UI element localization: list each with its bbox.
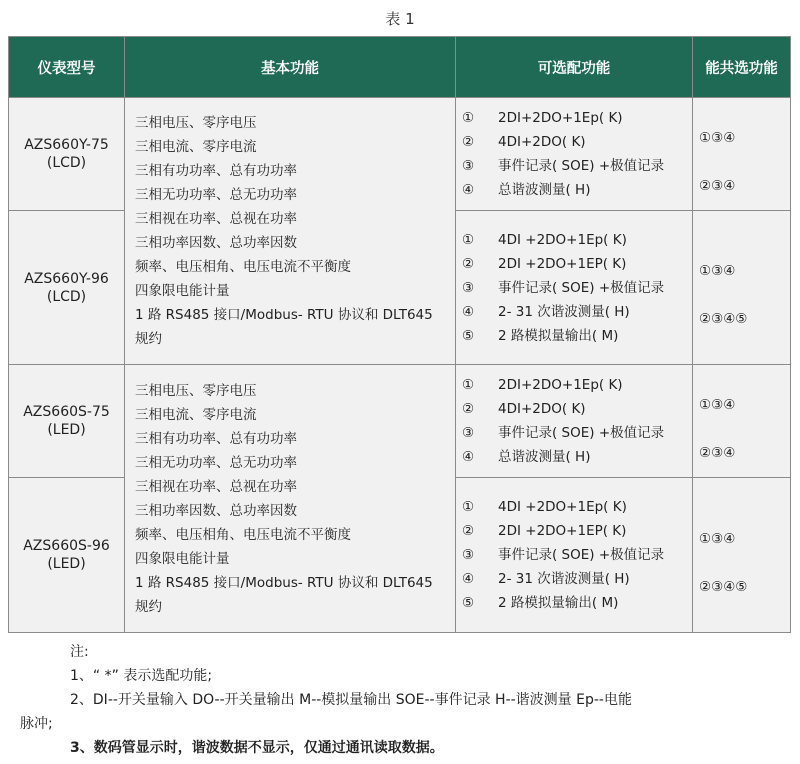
option-text: 2 路模拟量输出( M) [498, 595, 619, 611]
note-2-continued: 脉冲; [20, 716, 53, 732]
basic-item: 三相电流、零序电流 [135, 406, 257, 423]
option-text: 4DI+2DO( K) [498, 401, 586, 417]
option-text: 事件记录( SOE) +极值记录 [498, 158, 665, 174]
option-item [462, 591, 692, 615]
combo-item: ①③④ [699, 530, 736, 547]
table-caption: 表 1 [385, 10, 415, 28]
option-item [462, 567, 692, 591]
combo-item: ②③④ [699, 177, 736, 194]
option-text: 2- 31 次谐波测量( H) [498, 571, 630, 587]
option-number: ③ [462, 158, 475, 174]
table-row [9, 98, 791, 211]
model-cell [9, 478, 125, 633]
option-number: ② [462, 523, 475, 539]
basic-item: 规约 [135, 331, 162, 347]
option-item [462, 421, 692, 445]
combo-cell [693, 211, 791, 365]
option-item [462, 154, 692, 178]
combo-item: ①③④ [699, 396, 736, 413]
table-header-row [9, 37, 791, 98]
option-number: ② [462, 134, 475, 150]
option-text: 2- 31 次谐波测量( H) [498, 303, 630, 320]
basic-item: 四象限电能计量 [135, 283, 230, 299]
optional-cell [456, 211, 693, 365]
combo-item: ①③④ [699, 129, 736, 146]
notes-section [0, 640, 800, 760]
basic-item: 三相有功功率、总有功功率 [135, 163, 297, 179]
header-basic: 基本功能 [125, 37, 456, 98]
option-item [462, 106, 692, 130]
option-text: 事件记录( SOE) +极值记录 [498, 279, 665, 296]
combo-item: ①③④ [699, 263, 736, 279]
option-item [462, 178, 692, 202]
option-item [462, 495, 692, 519]
option-number: ⑤ [462, 595, 475, 611]
table-row [9, 365, 791, 478]
option-text: 4DI+2DO( K) [498, 134, 586, 150]
option-number: ③ [462, 279, 475, 296]
basic-item: 1 路 RS485 接口/Modbus- RTU 协议和 DLT645 [135, 574, 433, 591]
option-item [462, 324, 692, 348]
option-item [462, 252, 692, 276]
note-2: 2、DI--开关量输入 DO--开关量输出 M--模拟量输出 SOE--事件记录 H--谐波测量 Ep--电能 [70, 692, 632, 708]
option-number: ① [462, 231, 475, 248]
notes-title: 注: [70, 644, 89, 660]
option-number: ④ [462, 449, 475, 465]
basic-item: 三相功率因数、总功率因数 [135, 502, 297, 519]
model-cell [9, 211, 125, 365]
option-number: ④ [462, 571, 475, 587]
model-name: AZS660Y-96 [24, 270, 109, 287]
option-text: 事件记录( SOE) +极值记录 [498, 547, 665, 563]
combo-cell [693, 365, 791, 478]
optional-cell [456, 478, 693, 633]
option-number: ① [462, 499, 475, 515]
basic-item: 三相功率因数、总功率因数 [135, 235, 297, 251]
model-name: AZS660S-75 [23, 404, 110, 420]
combo-item: ②③④⑤ [699, 311, 748, 327]
header-model: 仪表型号 [9, 37, 125, 98]
basic-item: 1 路 RS485 接口/Modbus- RTU 协议和 DLT645 [135, 307, 433, 323]
option-item [462, 228, 692, 252]
option-text: 4DI +2DO+1Ep( K) [498, 231, 627, 248]
option-number: ④ [462, 303, 475, 320]
option-item [462, 130, 692, 154]
basic-item: 四象限电能计量 [135, 550, 230, 567]
option-text: 事件记录( SOE) +极值记录 [498, 425, 665, 441]
basic-item: 频率、电压相角、电压电流不平衡度 [135, 259, 351, 275]
option-number: ① [462, 110, 475, 126]
option-item [462, 397, 692, 421]
note-1: 1、“ *” 表示选配功能; [70, 668, 213, 684]
basic-item: 三相电压、零序电压 [135, 115, 257, 131]
option-text: 2 路模拟量输出( M) [498, 327, 619, 344]
option-text: 总谐波测量( H) [498, 449, 591, 465]
model-cell [9, 98, 125, 211]
header-optional: 可选配功能 [456, 37, 693, 98]
basic-item: 三相有功功率、总有功功率 [135, 430, 297, 447]
model-cell [9, 365, 125, 478]
option-number: ⑤ [462, 327, 475, 344]
basic-item: 三相电压、零序电压 [135, 382, 257, 399]
option-number: ④ [462, 182, 475, 198]
model-name: AZS660S-96 [23, 538, 110, 554]
option-item [462, 276, 692, 300]
basic-item: 三相视在功率、总视在功率 [135, 211, 297, 227]
display-type: (LED) [47, 556, 86, 572]
option-item [462, 543, 692, 567]
option-item [462, 373, 692, 397]
display-type: (LED) [47, 422, 86, 438]
option-text: 2DI+2DO+1Ep( K) [498, 110, 623, 126]
option-text: 2DI +2DO+1EP( K) [498, 255, 627, 272]
optional-cell [456, 98, 693, 211]
option-item [462, 519, 692, 543]
optional-cell [456, 365, 693, 478]
basic-item: 三相无功功率、总无功功率 [135, 454, 297, 471]
option-number: ③ [462, 425, 475, 441]
option-item [462, 445, 692, 469]
basic-item: 三相视在功率、总视在功率 [135, 478, 297, 495]
combo-item: ②③④⑤ [699, 578, 748, 595]
option-text: 2DI+2DO+1Ep( K) [498, 377, 623, 393]
basic-item: 三相电流、零序电流 [135, 139, 257, 155]
basic-item: 频率、电压相角、电压电流不平衡度 [135, 526, 351, 543]
basic-functions-cell [125, 98, 456, 365]
option-item [462, 300, 692, 324]
display-type: (LCD) [46, 288, 87, 305]
display-type: (LCD) [46, 155, 87, 171]
option-number: ③ [462, 547, 475, 563]
combo-cell [693, 478, 791, 633]
option-text: 2DI +2DO+1EP( K) [498, 523, 627, 539]
option-text: 4DI +2DO+1Ep( K) [498, 499, 627, 515]
model-name: AZS660Y-75 [24, 137, 109, 153]
combo-cell [693, 98, 791, 211]
header-combo: 能共选功能 [693, 37, 791, 98]
option-number: ② [462, 255, 475, 272]
option-number: ① [462, 377, 475, 393]
note-3: 3、数码管显示时，谐波数据不显示，仅通过通讯读取数据。 [70, 740, 444, 756]
option-number: ② [462, 401, 475, 417]
basic-item: 三相无功功率、总无功功率 [135, 187, 297, 203]
basic-functions-cell [125, 365, 456, 633]
basic-item: 规约 [135, 598, 162, 615]
combo-item: ②③④ [699, 444, 736, 461]
option-text: 总谐波测量( H) [498, 182, 591, 198]
spec-table [8, 36, 791, 633]
